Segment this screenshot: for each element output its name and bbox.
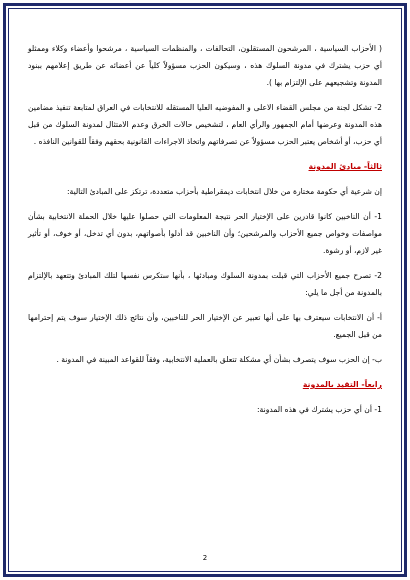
paragraph-legitimacy: إن شرعية أي حكومة مختارة من خلال انتخابات ديمقراطية بأحزاب متعددة، ترتكز على المبادئ التالية:	[66, 187, 382, 196]
document-body	[28, 40, 382, 426]
paragraph-item-a: أ- أن الانتخابات سيعترف بها على أنها تعبير عن الإختيار الحر للناخبين، وأن نتائج ذلك الإختيار سوف يتم إحترامها من قبل الجميع.	[28, 313, 382, 339]
heading-code-principles: ثالثاً- مبادئ المدونة	[308, 162, 382, 171]
heading-code-compliance: رابعاً- التقيد بالمدونة	[302, 380, 382, 389]
paragraph-principle-1: 1- أن الناخبين كانوا قادرين على الإختيار الحر نتيجة المعلومات التي حصلوا عليها خلال الحملة الانتخابية بشأن مواصفات وخواص جميع الأحزاب والمرشحين؛ وأن الناخبين قد أدلوا بأصواتهم، بدون أي تدخل، أو خوف، أو تأثير غير لازم، أو رشوة.	[28, 212, 382, 255]
paragraph-principle-2: 2- تصرح جميع الأحزاب التي قبلت بمدونة السلوك ومبادئها ، بأنها ستكرس نفسها لتلك المبادئ وتتعهد بالإلتزام بالمدونة من أجل ما يلي:	[28, 271, 382, 297]
paragraph-committee: 2- تشكل لجنة من مجلس القضاء الاعلى و المفوضيه العليا المستقله للانتخابات في العراق لمتابعة تنفيذ مضامين هذه المدونة وعرضها أمام الجمهور والرأي العام ، لتشخيص حالات الخرق وعدم الامتثال لمدونة السلوك من قبل أي حزب، أو أشخاص يعتبر الحزب مسؤولاً عن تصرفاتهم واتخاذ الاجراءات القانونية بحقهم وفقاً للقوانين النافذه .	[28, 103, 382, 146]
page-number: 2	[202, 554, 208, 562]
paragraph-compliance-1: 1- أن أي حزب يشترك في هذه المدونة:	[256, 405, 382, 414]
paragraph-item-b: ب- إن الحزب سوف يتصرف بشأن أي مشكلة تتعلق بالعملية الانتخابية، وفقاً للقواعد المبينة في المدونة .	[56, 355, 382, 364]
paragraph-parties-list: ( الأحزاب السياسية ، المرشحون المستقلون، التحالفات ، والمنظمات السياسية ، مرشحوا وأعضاء وكلاء وممثلو أي حزب يشترك في مدونة السلوك هذه ، وسيكون الحزب مسؤولاً كلياً عن أعضائه عن طريق إعلامهم ببنود المدونة وتشجيعهم على الإلتزام بها ).	[28, 44, 382, 87]
